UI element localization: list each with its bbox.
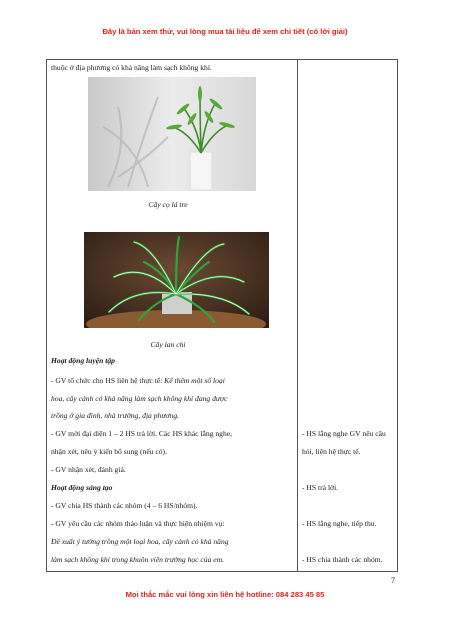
practice-task-line-1: - GV tổ chức cho HS liên hệ thực tế: Kể thêm một số loại — [51, 376, 225, 385]
create-group-split: - GV chia HS thành các nhóm (4 – 6 HS/nhóm). — [51, 501, 198, 510]
practice-assess: - GV nhận xét, đánh giá. — [51, 465, 126, 474]
create-task-line-2: Đề xuất ý tưởng trồng một loại hoa, cây cảnh có khả năng — [51, 537, 229, 546]
student-response-1a: - HS lắng nghe GV nêu câu — [302, 429, 386, 438]
student-response-3: - HS lắng nghe, tiếp thu. — [302, 519, 377, 528]
student-response-1b: hỏi, liên hệ thực tế. — [302, 447, 361, 456]
heading-creative-activity: Hoạt động sáng tạo — [51, 483, 113, 492]
practice-task-line-2: hoa, cây cảnh có khả năng làm sạch không khí đang được — [51, 394, 228, 403]
spider-plant-photo — [84, 232, 269, 328]
lesson-table — [46, 59, 398, 572]
caption-bamboo-palm: Cây cọ lá tre — [148, 200, 188, 209]
caption-spider-plant: Cây lan chi — [150, 340, 186, 349]
practice-task-line-3: trồng ở gia đình, nhà trường, địa phương. — [51, 411, 180, 420]
heading-practice-activity: Hoạt động luyện tập — [51, 356, 115, 365]
practice-invite-line-1: - GV mời đại diện 1 – 2 HS trả lời. Các HS khác lắng nghe, — [51, 429, 233, 438]
practice-invite-line-2: nhận xét, nêu ý kiến bổ sung (nếu có). — [51, 447, 167, 456]
column-divider — [297, 60, 298, 571]
student-response-2: - HS trả lời. — [302, 483, 339, 492]
preview-notice: Đây là bản xem thử, vui lòng mua tài liệu để xem chi tiết (có lời giải) — [102, 27, 348, 36]
student-response-4: - HS chia thành các nhóm. — [302, 555, 383, 564]
create-task-line-1: - GV yêu cầu các nhóm thảo luận và thực hiện nhiệm vụ: — [51, 519, 225, 528]
hotline-notice: Mọi thắc mắc vui lòng xin liên hệ hotline: 084 283 45 85 — [125, 590, 325, 599]
bamboo-palm-photo — [88, 77, 256, 191]
intro-text: thuộc ở địa phương có khả năng làm sạch không khí. — [51, 63, 212, 72]
page-number: 7 — [391, 576, 395, 585]
create-task-line-3: làm sạch không khí trong khuôn viên trường học của em. — [51, 555, 225, 564]
